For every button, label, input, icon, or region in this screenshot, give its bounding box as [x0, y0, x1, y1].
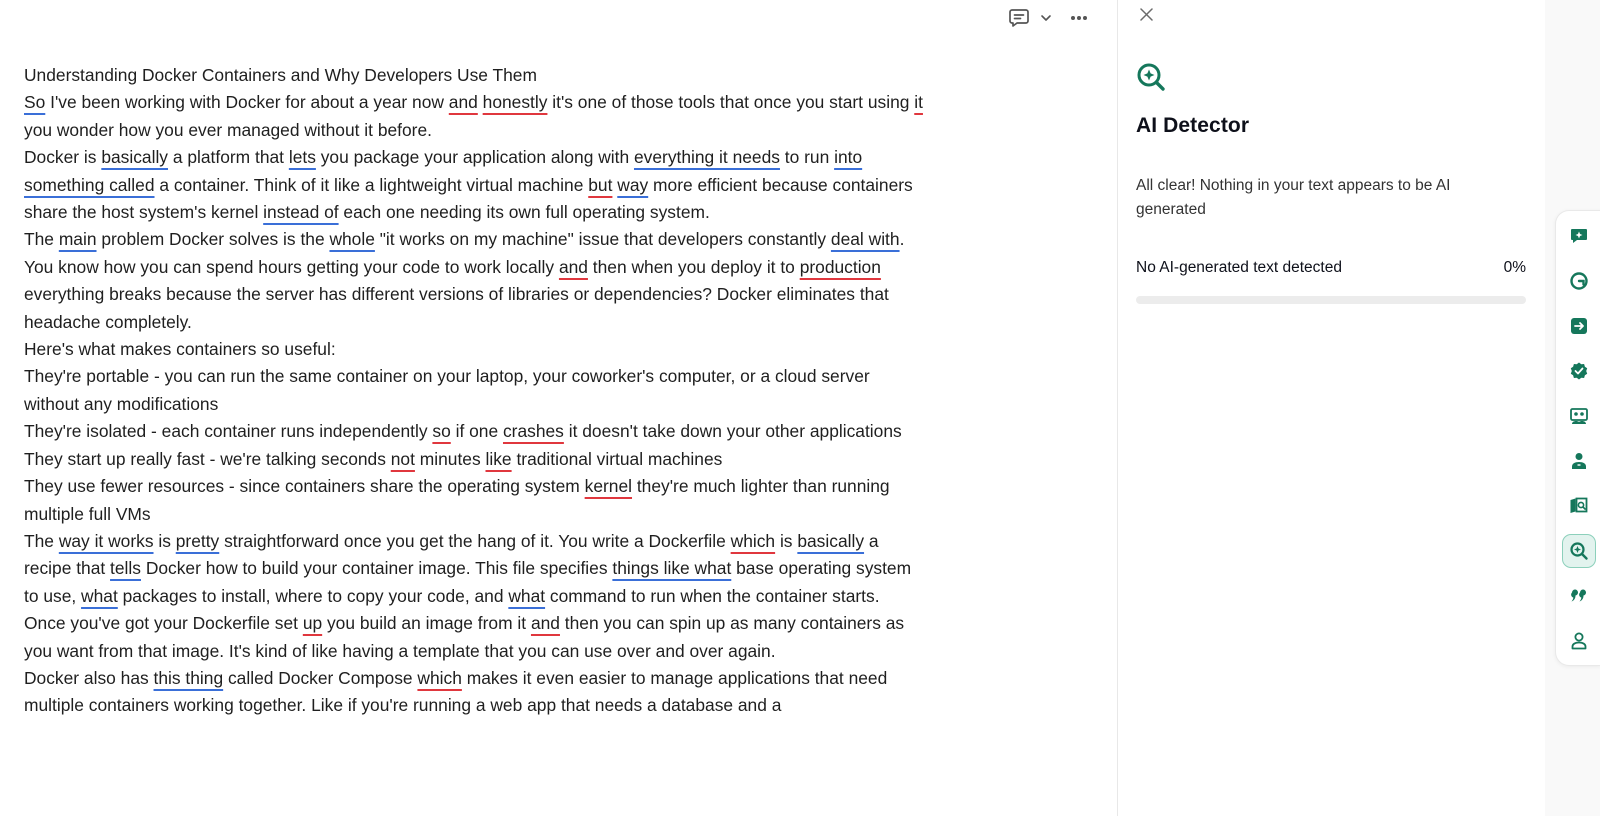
- document-paragraph: [24, 363, 929, 418]
- clarity-suggestion[interactable]: lets: [288, 147, 316, 168]
- citation-icon[interactable]: [1563, 580, 1595, 612]
- text-run: it doesn't take down your other applications: [563, 421, 902, 442]
- grammar-suggestion[interactable]: up: [302, 613, 323, 634]
- grammar-suggestion[interactable]: production: [799, 256, 881, 277]
- ai-detector-logo-icon: [1136, 62, 1166, 92]
- text-run: a recipe that: [24, 530, 879, 579]
- grammar-suggestion[interactable]: and: [558, 256, 588, 277]
- document-title: [24, 62, 929, 89]
- text-run: Understanding Docker Containers and Why Developers Use Them: [24, 65, 537, 85]
- clarity-suggestion[interactable]: basically: [797, 530, 865, 551]
- text-run: The: [24, 530, 59, 551]
- ai-detector-icon[interactable]: [1562, 534, 1596, 568]
- text-run: straightforward once you get the hang of it. You write a Dockerfile: [219, 530, 731, 551]
- text-run: each one needing its own full operating system.: [338, 202, 710, 223]
- clarity-suggestion[interactable]: main: [58, 229, 97, 250]
- grammar-suggestion[interactable]: crashes: [502, 421, 564, 442]
- grammar-suggestion[interactable]: which: [417, 667, 462, 688]
- grammar-suggestion[interactable]: like: [485, 448, 512, 469]
- text-run: base operating system to use,: [24, 558, 912, 606]
- generative-ai-icon[interactable]: [1563, 220, 1595, 252]
- document-paragraph: [24, 610, 929, 665]
- text-run: traditional virtual machines: [511, 448, 723, 469]
- result-percent: 0%: [1503, 259, 1526, 276]
- text-run: They're isolated - each container runs independently: [24, 421, 433, 442]
- text-run: problem Docker solves is the: [96, 229, 330, 250]
- text-run: . You know how you can spend hours getting your code to work locally: [24, 229, 905, 277]
- clarity-suggestion[interactable]: basically: [101, 147, 169, 168]
- clarity-suggestion[interactable]: whole: [329, 229, 375, 250]
- result-label: No AI-generated text detected: [1136, 259, 1342, 276]
- text-run: command to run when the container starts.: [545, 585, 880, 606]
- text-run: makes it even easier to manage applications that need multiple containers working together. Like if you're running a web app that needs a database and a: [24, 667, 888, 716]
- clarity-suggestion[interactable]: pretty: [175, 530, 220, 551]
- result-row: [1136, 259, 1526, 277]
- chevron-down-icon[interactable]: [1040, 6, 1052, 30]
- clarity-suggestion[interactable]: tells: [110, 558, 141, 579]
- paraphrase-icon[interactable]: [1563, 310, 1595, 342]
- text-run: Here's what makes containers so useful:: [24, 339, 336, 360]
- clarity-suggestion[interactable]: what: [81, 585, 118, 606]
- grammar-suggestion[interactable]: which: [730, 530, 776, 551]
- document-paragraph: [24, 473, 929, 528]
- ai-percent-bar: [1136, 296, 1526, 304]
- grammar-suggestion[interactable]: and: [448, 92, 478, 113]
- text-run: minutes: [414, 448, 486, 469]
- proofreader-icon[interactable]: [1563, 355, 1595, 387]
- text-run: you package your application along with: [315, 147, 634, 168]
- document-text[interactable]: [24, 62, 929, 720]
- text-run: "it works on my machine" issue that developers constantly: [374, 229, 831, 250]
- document-paragraph: [24, 336, 929, 363]
- clarity-suggestion[interactable]: way it works: [58, 530, 154, 551]
- text-run: they're much lighter than running multiple full VMs: [24, 476, 890, 524]
- comment-icon[interactable]: [1008, 6, 1030, 30]
- grammar-suggestion[interactable]: but: [588, 174, 613, 195]
- text-run: you build an image from it: [322, 613, 531, 634]
- clarity-suggestion[interactable]: way: [617, 174, 649, 195]
- expert-review-icon[interactable]: [1563, 445, 1595, 477]
- close-icon[interactable]: [1136, 5, 1156, 25]
- document-paragraph: [24, 418, 929, 445]
- text-run: a container. Think of it like a lightweight virtual machine: [154, 174, 589, 195]
- humanizer-icon[interactable]: [1563, 625, 1595, 657]
- text-run: Once you've got your Dockerfile set: [24, 613, 303, 634]
- document-paragraph: [24, 446, 929, 473]
- text-run: The: [24, 229, 59, 250]
- feature-rail: [1555, 210, 1600, 666]
- clarity-suggestion[interactable]: this thing: [153, 667, 224, 688]
- text-run: then you can spin up as many containers as you want from that image. It's kind of like having a template that you can use over and over again.: [24, 613, 905, 661]
- document-paragraph: [24, 89, 929, 144]
- text-run: They're portable - you can run the same container on your laptop, your coworker's computer, or a cloud server without any modifications: [24, 366, 870, 414]
- clarity-suggestion[interactable]: into something called: [24, 147, 863, 195]
- text-run: then when you deploy it to: [587, 256, 800, 277]
- grammar-suggestion[interactable]: honestly: [482, 92, 548, 113]
- text-run: They use fewer resources - since containers share the operating system: [24, 476, 585, 497]
- result-message: All clear! Nothing in your text appears to be AI generated: [1136, 177, 1451, 218]
- text-run: you wonder how you ever managed without it before.: [24, 119, 432, 140]
- grammarly-icon[interactable]: [1563, 265, 1595, 297]
- text-run: Docker also has: [24, 667, 154, 688]
- text-run: I've been working with Docker for about a year now: [45, 92, 449, 113]
- editor-toolbar: [1008, 6, 1088, 30]
- clarity-suggestion[interactable]: instead of: [263, 202, 339, 223]
- panel-title: AI Detector: [1136, 114, 1250, 137]
- text-run: Docker is: [24, 147, 102, 168]
- grammar-suggestion[interactable]: not: [390, 448, 415, 469]
- clarity-suggestion[interactable]: deal with: [830, 229, 900, 250]
- document-paragraph: [24, 528, 929, 610]
- text-run: Docker how to build your container image. This file specifies: [140, 558, 613, 579]
- text-run: if one: [450, 421, 503, 442]
- clarity-suggestion[interactable]: So: [24, 92, 46, 113]
- text-run: to run: [779, 147, 835, 168]
- text-run: They start up really fast - we're talking seconds: [24, 448, 391, 469]
- reader-reactions-icon[interactable]: [1563, 400, 1595, 432]
- text-run: a platform that: [168, 147, 289, 168]
- plagiarism-check-icon[interactable]: [1563, 490, 1595, 522]
- text-run: it's one of those tools that once you start using: [547, 92, 915, 113]
- grammar-suggestion[interactable]: so: [432, 421, 451, 442]
- text-run: called Docker Compose: [223, 667, 418, 688]
- clarity-suggestion[interactable]: things like what: [612, 558, 732, 579]
- clarity-suggestion[interactable]: everything it needs: [633, 147, 780, 168]
- text-run: everything breaks because the server has different versions of libraries or dependencies? Docker eliminates that headache completely.: [24, 284, 889, 332]
- grammar-suggestion[interactable]: it: [914, 92, 923, 113]
- more-icon[interactable]: [1070, 6, 1088, 30]
- clarity-suggestion[interactable]: what: [508, 585, 546, 606]
- document-paragraph: [24, 665, 929, 720]
- text-run: packages to install, where to copy your code, and: [117, 585, 509, 606]
- grammar-suggestion[interactable]: kernel: [584, 476, 633, 497]
- ai-detector-panel: [1118, 0, 1545, 816]
- text-run: is: [153, 530, 176, 551]
- text-run: is: [775, 530, 798, 551]
- text-run: more efficient because containers share the host system's kernel: [24, 174, 913, 223]
- grammar-suggestion[interactable]: and: [530, 613, 560, 634]
- document-paragraph: [24, 144, 929, 226]
- document-paragraph: [24, 226, 929, 336]
